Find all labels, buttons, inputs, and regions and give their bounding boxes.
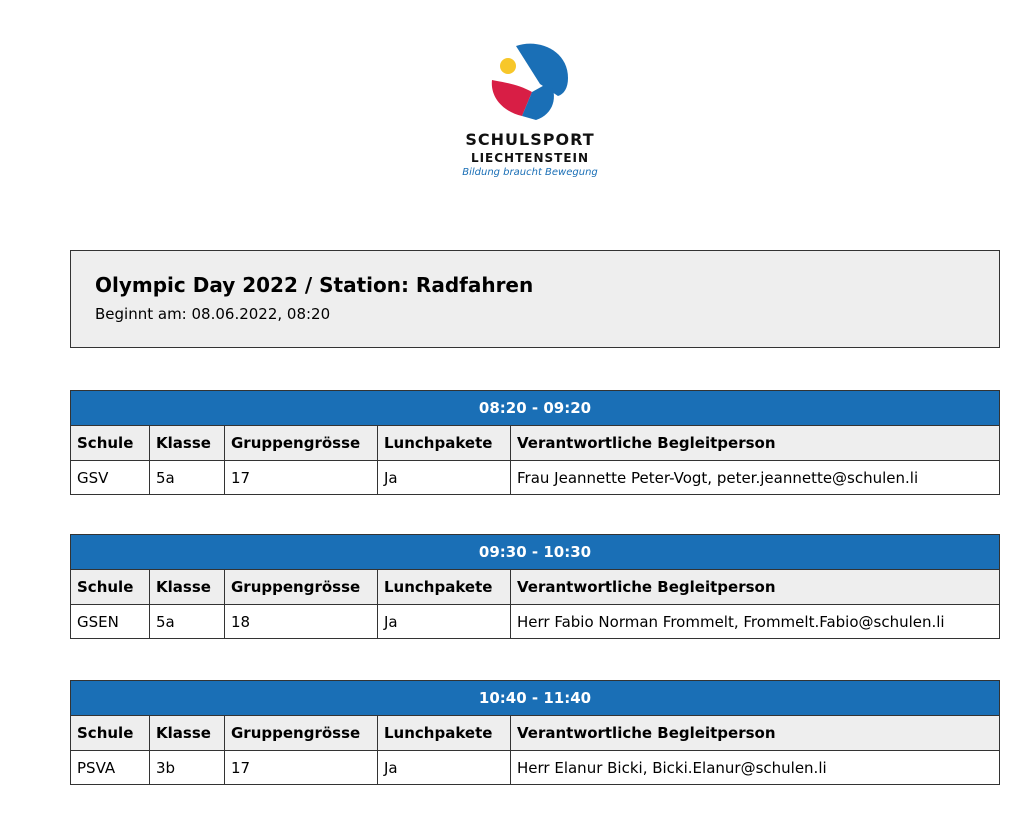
cell-begleitperson: Herr Elanur Bicki, Bicki.Elanur@schulen.li — [511, 751, 1000, 785]
time-slot-header: 08:20 - 09:20 — [71, 391, 1000, 426]
cell-schule: GSV — [71, 461, 150, 495]
column-header-gruppengroesse: Gruppengrösse — [225, 570, 378, 605]
column-header-klasse: Klasse — [150, 716, 225, 751]
time-slot-header: 10:40 - 11:40 — [71, 681, 1000, 716]
table-row — [71, 605, 1000, 639]
column-header-row — [71, 716, 1000, 751]
cell-begleitperson: Herr Fabio Norman Frommelt, Frommelt.Fabio@schulen.li — [511, 605, 1000, 639]
cell-klasse: 3b — [150, 751, 225, 785]
cell-klasse: 5a — [150, 461, 225, 495]
logo-wordmark-line2: LIECHTENSTEIN — [470, 151, 590, 165]
column-header-gruppengroesse: Gruppengrösse — [225, 716, 378, 751]
column-header-schule: Schule — [71, 716, 150, 751]
schedule-table — [70, 390, 1000, 495]
logo-wordmark-line1: SCHULSPORT — [465, 130, 595, 149]
schulsport-logo — [440, 40, 620, 178]
page-title: Olympic Day 2022 / Station: Radfahren — [95, 273, 534, 297]
cell-gruppengroesse: 17 — [225, 461, 378, 495]
schulsport-emblem-icon — [488, 40, 572, 124]
logo-tagline: Bildung braucht Bewegung — [462, 167, 598, 178]
cell-klasse: 5a — [150, 605, 225, 639]
column-header-begleitperson: Verantwortliche Begleitperson — [511, 716, 1000, 751]
cell-gruppengroesse: 17 — [225, 751, 378, 785]
column-header-begleitperson: Verantwortliche Begleitperson — [511, 426, 1000, 461]
column-header-lunchpakete: Lunchpakete — [378, 570, 511, 605]
column-header-begleitperson: Verantwortliche Begleitperson — [511, 570, 1000, 605]
table-row — [71, 751, 1000, 785]
column-header-lunchpakete: Lunchpakete — [378, 716, 511, 751]
column-header-schule: Schule — [71, 426, 150, 461]
column-header-klasse: Klasse — [150, 570, 225, 605]
column-header-schule: Schule — [71, 570, 150, 605]
cell-schule: GSEN — [71, 605, 150, 639]
column-header-row — [71, 570, 1000, 605]
cell-lunchpakete: Ja — [378, 461, 511, 495]
cell-lunchpakete: Ja — [378, 605, 511, 639]
time-slot-header: 09:30 - 10:30 — [71, 535, 1000, 570]
column-header-klasse: Klasse — [150, 426, 225, 461]
cell-lunchpakete: Ja — [378, 751, 511, 785]
column-header-gruppengroesse: Gruppengrösse — [225, 426, 378, 461]
column-header-lunchpakete: Lunchpakete — [378, 426, 511, 461]
start-date: Beginnt am: 08.06.2022, 08:20 — [95, 305, 331, 323]
cell-schule: PSVA — [71, 751, 150, 785]
event-header — [70, 250, 1000, 348]
table-row — [71, 461, 1000, 495]
schedule-table — [70, 680, 1000, 785]
cell-begleitperson: Frau Jeannette Peter-Vogt, peter.jeannette@schulen.li — [511, 461, 1000, 495]
column-header-row — [71, 426, 1000, 461]
schedule-table — [70, 534, 1000, 639]
cell-gruppengroesse: 18 — [225, 605, 378, 639]
